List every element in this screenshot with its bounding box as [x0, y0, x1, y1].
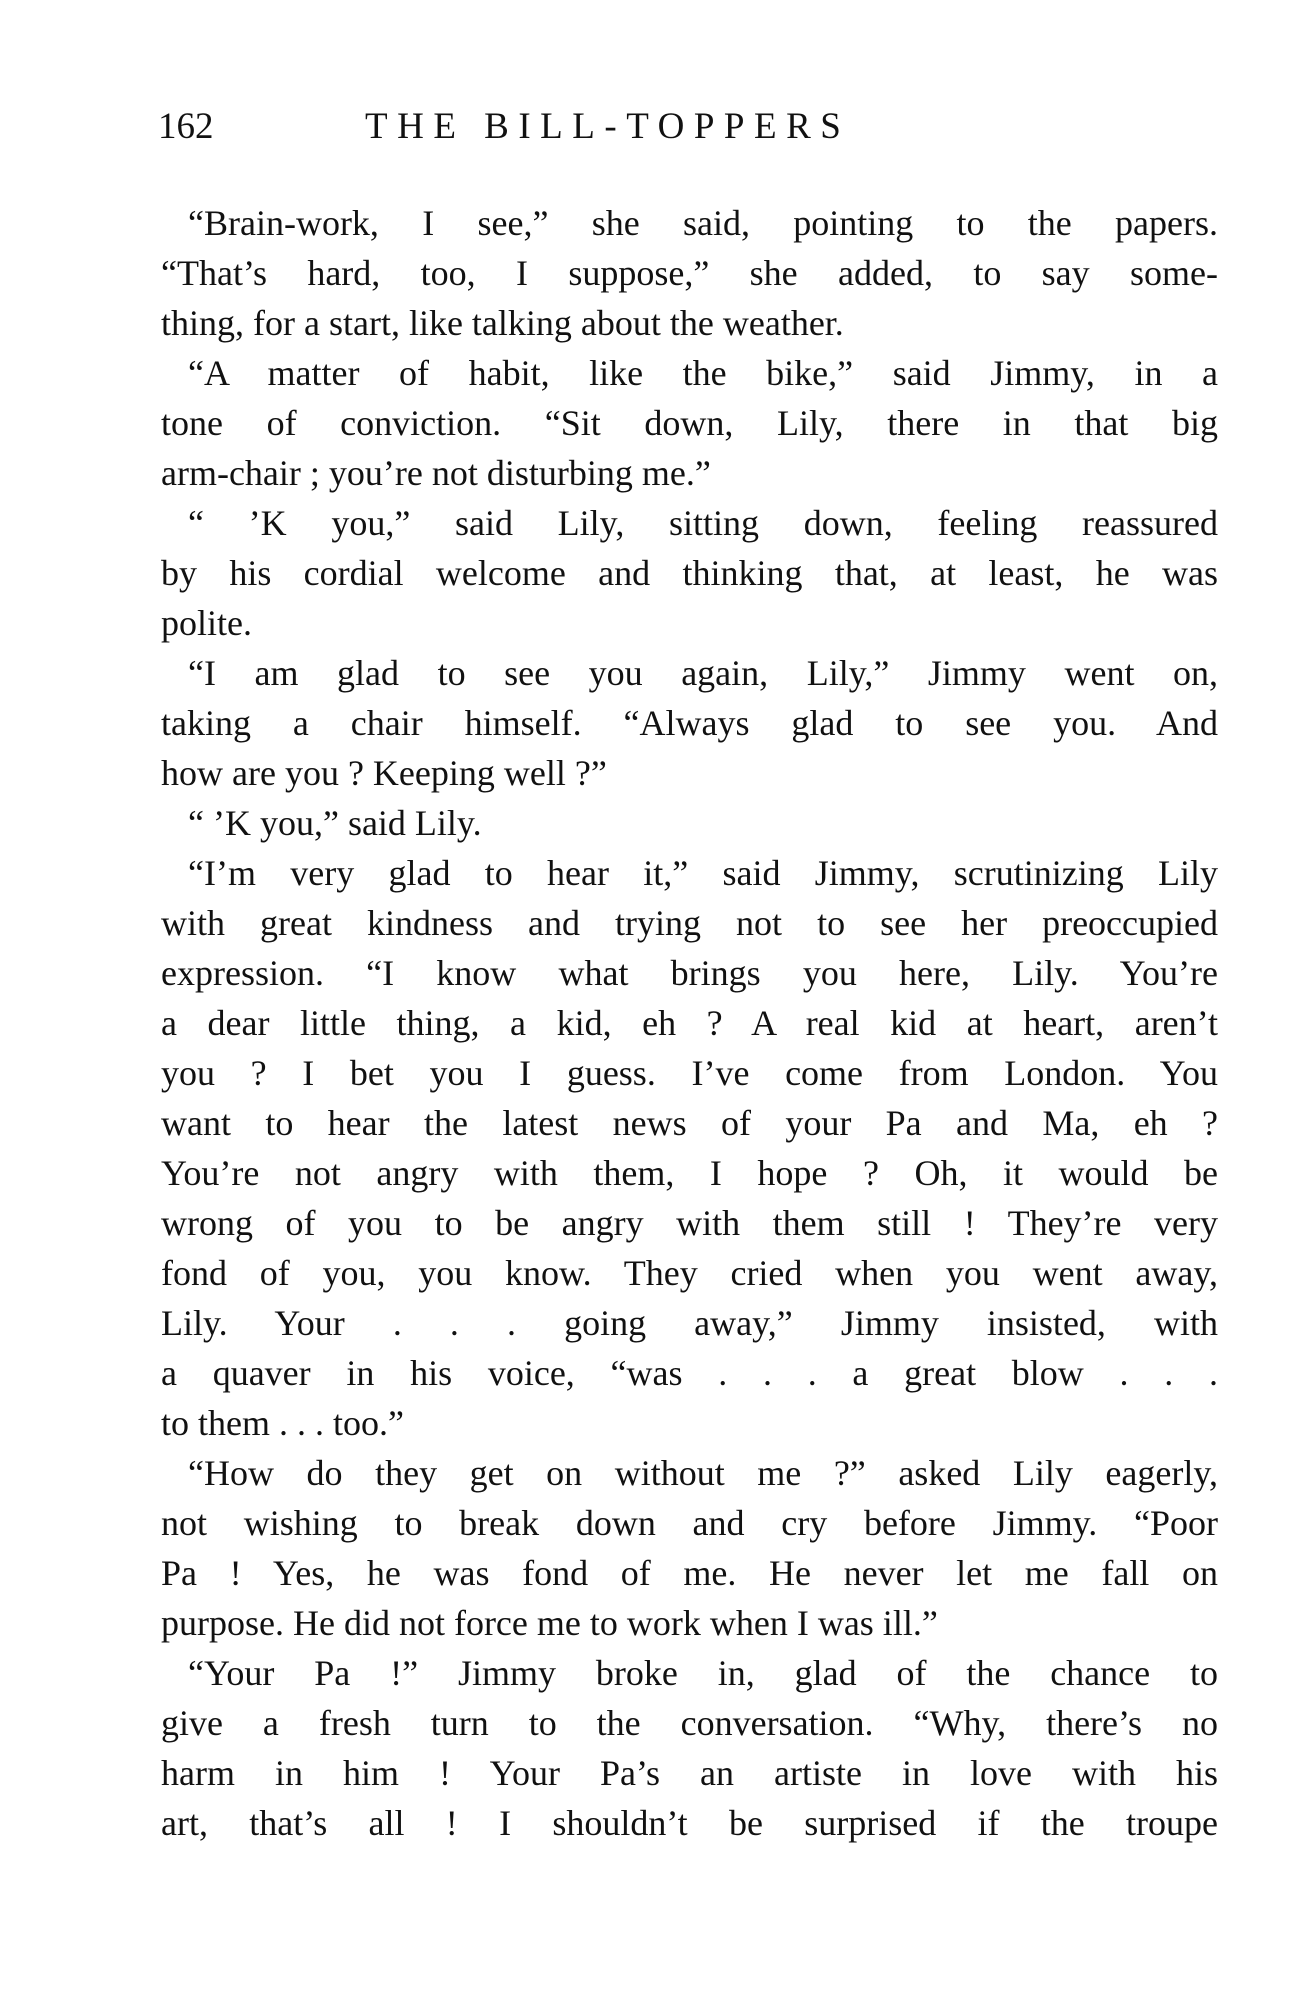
body-text [161, 198, 1218, 1848]
book-title: THE BILL-TOPPERS [365, 106, 851, 147]
running-head [158, 102, 1218, 152]
text-line: Pa ! Yes, he was fond of me. He never let me fall on [161, 1553, 1218, 1593]
text-line: taking a chair himself. “Always glad to see you. And [161, 703, 1218, 743]
text-line: a quaver in his voice, “was . . . a great blow . . . [161, 1353, 1218, 1393]
text-line: Lily. Your . . . going away,” Jimmy insisted, with [161, 1303, 1218, 1343]
text-line: how are you ? Keeping well ?” [161, 753, 607, 793]
text-line: want to hear the latest news of your Pa and Ma, eh ? [161, 1103, 1218, 1143]
text-line: polite. [161, 603, 252, 643]
text-line: “That’s hard, too, I suppose,” she added, to say some- [161, 253, 1218, 293]
text-line: you ? I bet you I guess. I’ve come from London. You [161, 1053, 1218, 1093]
text-line: harm in him ! Your Pa’s an artiste in love with his [161, 1753, 1218, 1793]
text-line: “Your Pa !” Jimmy broke in, glad of the chance to [188, 1653, 1218, 1693]
text-line: “How do they get on without me ?” asked Lily eagerly, [188, 1453, 1218, 1493]
text-line: You’re not angry with them, I hope ? Oh, it would be [161, 1153, 1218, 1193]
text-line: a dear little thing, a kid, eh ? A real kid at heart, aren’t [161, 1003, 1218, 1043]
text-line: “I’m very glad to hear it,” said Jimmy, scrutinizing Lily [188, 853, 1218, 893]
text-line: to them . . . too.” [161, 1403, 404, 1443]
text-line: “A matter of habit, like the bike,” said Jimmy, in a [188, 353, 1218, 393]
text-line: arm-chair ; you’re not disturbing me.” [161, 453, 711, 493]
text-line: “Brain-work, I see,” she said, pointing to the papers. [188, 203, 1218, 243]
page-number: 162 [158, 106, 214, 147]
text-line: by his cordial welcome and thinking that, at least, he was [161, 553, 1218, 593]
text-line: purpose. He did not force me to work when I was ill.” [161, 1603, 938, 1643]
text-line: “ ’K you,” said Lily. [188, 803, 482, 843]
text-line: wrong of you to be angry with them still ! They’re very [161, 1203, 1218, 1243]
text-line: tone of conviction. “Sit down, Lily, there in that big [161, 403, 1218, 443]
text-line: with great kindness and trying not to see her preoccupied [161, 903, 1218, 943]
text-line: not wishing to break down and cry before Jimmy. “Poor [161, 1503, 1218, 1543]
text-line: “I am glad to see you again, Lily,” Jimmy went on, [188, 653, 1218, 693]
text-line: art, that’s all ! I shouldn’t be surprised if the troupe [161, 1803, 1218, 1843]
text-line: give a fresh turn to the conversation. “Why, there’s no [161, 1703, 1218, 1743]
text-line: expression. “I know what brings you here, Lily. You’re [161, 953, 1218, 993]
text-line: “ ’K you,” said Lily, sitting down, feeling reassured [188, 503, 1218, 543]
text-line: fond of you, you know. They cried when you went away, [161, 1253, 1218, 1293]
text-line: thing, for a start, like talking about the weather. [161, 303, 844, 343]
